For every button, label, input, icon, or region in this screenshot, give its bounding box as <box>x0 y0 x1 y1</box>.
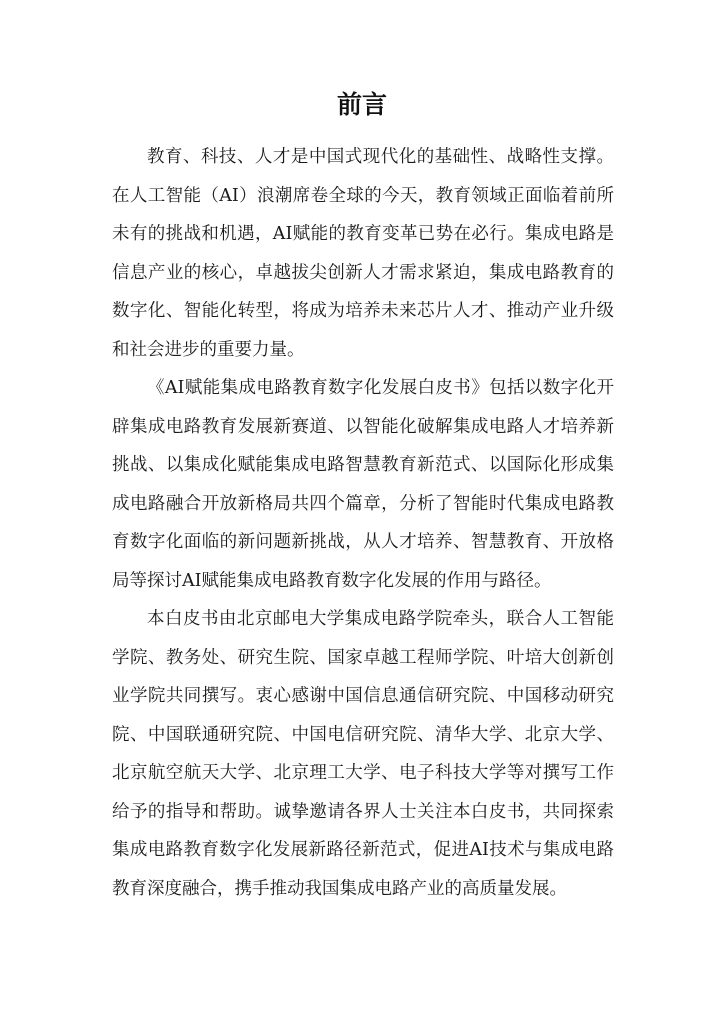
page-title: 前言 <box>336 90 387 119</box>
paragraph-acknowledgements: 本白皮书由北京邮电大学集成电路学院牵头，联合人工智能学院、教务处、研究生院、国家卓越工程师学院、叶培大创新创业学院共同撰写。衷心感谢中国信息通信研究院、中国移动研究院、中国联通研究院、中国电信研究院、清华大学、北京大学、北京航空航天大学、北京理工大学、电子科技大学等对撰写工作给予的指导和帮助。诚挚邀请各界人士关注本白皮书，共同探索集成电路教育数字化发展新路径新范式，促进AI技术与集成电路教育深度融合，携手推动我国集成电路产业的高质量发展。 <box>112 609 614 899</box>
paragraph-intro: 教育、科技、人才是中国式现代化的基础性、战略性支撑。在人工智能（AI）浪潮席卷全球的今天，教育领域正面临着前所未有的挑战和机遇，AI赋能的教育变革已势在必行。集成电路是信息产业的核心，卓越拔尖创新人才需求紧迫，集成电路教育的数字化、智能化转型，将成为培养未来芯片人才、推动产业升级和社会进步的重要力量。 <box>112 147 614 360</box>
paragraph-contents: 《AI赋能集成电路教育数字化发展白皮书》包括以数字化开辟集成电路教育发展新赛道、以智能化破解集成电路人才培养新挑战、以集成化赋能集成电路智慧教育新范式、以国际化形成集成电路融合开放新格局共四个篇章，分析了智能时代集成电路教育数字化面临的新问题新挑战，从人才培养、智慧教育、开放格局等探讨AI赋能集成电路教育数字化发展的作用与路径。 <box>112 378 614 591</box>
body-text <box>112 138 614 908</box>
